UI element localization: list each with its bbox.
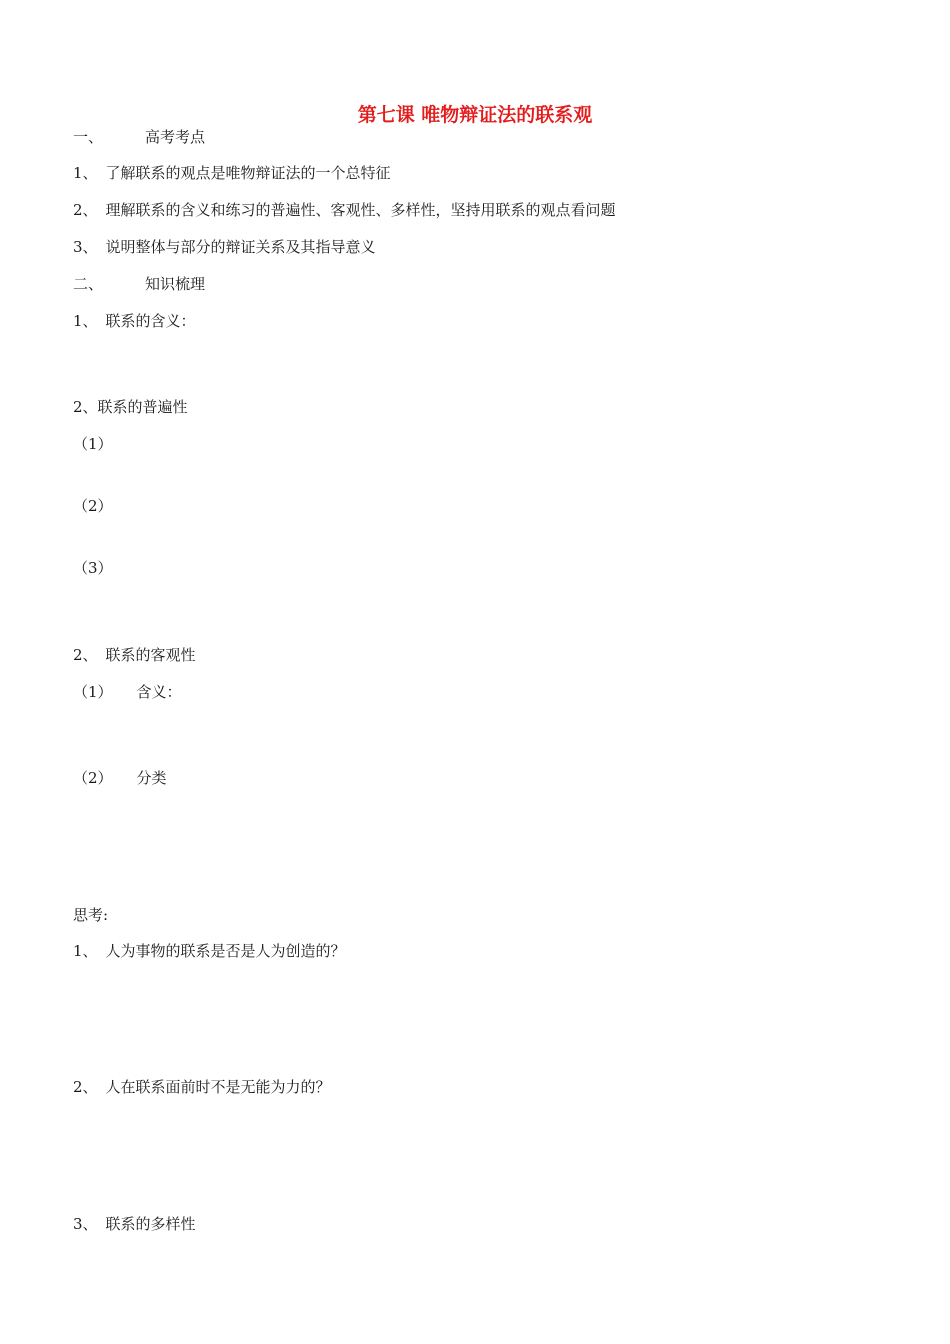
item-number: 1、: [73, 164, 98, 182]
section-label: 高考考点: [145, 128, 206, 146]
question-item: [73, 1077, 331, 1097]
list-item: [73, 163, 391, 183]
list-item: [73, 311, 196, 331]
list-item: [73, 237, 376, 257]
list-item: [73, 200, 616, 220]
thinking-label: 思考:: [73, 906, 109, 924]
item-text: 人在联系面前时不是无能为力的？: [105, 1078, 331, 1096]
section-label: 知识梳理: [145, 275, 206, 293]
item-number: 2、: [73, 201, 98, 219]
item-text: 说明整体与部分的辩证关系及其指导意义: [105, 238, 376, 256]
page-title: 第七课 唯物辩证法的联系观: [357, 104, 593, 126]
item-number: 2、: [73, 646, 98, 664]
item-number: 3、: [73, 238, 98, 256]
item-text: 理解联系的含义和练习的普遍性、客观性、多样性，坚持用联系的观点看问题: [105, 201, 616, 219]
item-number: （2）: [73, 769, 113, 787]
sub-item-number: （2）: [73, 497, 113, 515]
sub-item-number: （1）: [73, 435, 113, 453]
item-text: 联系的客观性: [105, 646, 196, 664]
section-heading-exam-points: [73, 127, 205, 147]
subheading-universality: 2、联系的普遍性: [73, 398, 188, 416]
sub-item-number: （3）: [73, 559, 113, 577]
subheading-diversity: [73, 1214, 196, 1234]
item-number: 1、: [73, 312, 98, 330]
section-heading-knowledge: [73, 274, 205, 294]
item-text: 含义：: [136, 683, 182, 701]
list-item: [73, 682, 182, 702]
subheading-objectivity: [73, 645, 196, 665]
list-item: [73, 768, 167, 788]
item-text: 联系的多样性: [105, 1215, 196, 1233]
item-number: 3、: [73, 1215, 98, 1233]
question-item: [73, 941, 346, 961]
item-number: （1）: [73, 683, 113, 701]
item-text: 了解联系的观点是唯物辩证法的一个总特征: [105, 164, 391, 182]
item-number: 2、: [73, 1078, 98, 1096]
section-number: 二、: [73, 275, 104, 293]
item-text: 联系的含义：: [105, 312, 196, 330]
item-text: 人为事物的联系是否是人为创造的？: [105, 942, 346, 960]
item-number: 1、: [73, 942, 98, 960]
section-number: 一、: [73, 128, 104, 146]
item-text: 分类: [136, 769, 167, 787]
